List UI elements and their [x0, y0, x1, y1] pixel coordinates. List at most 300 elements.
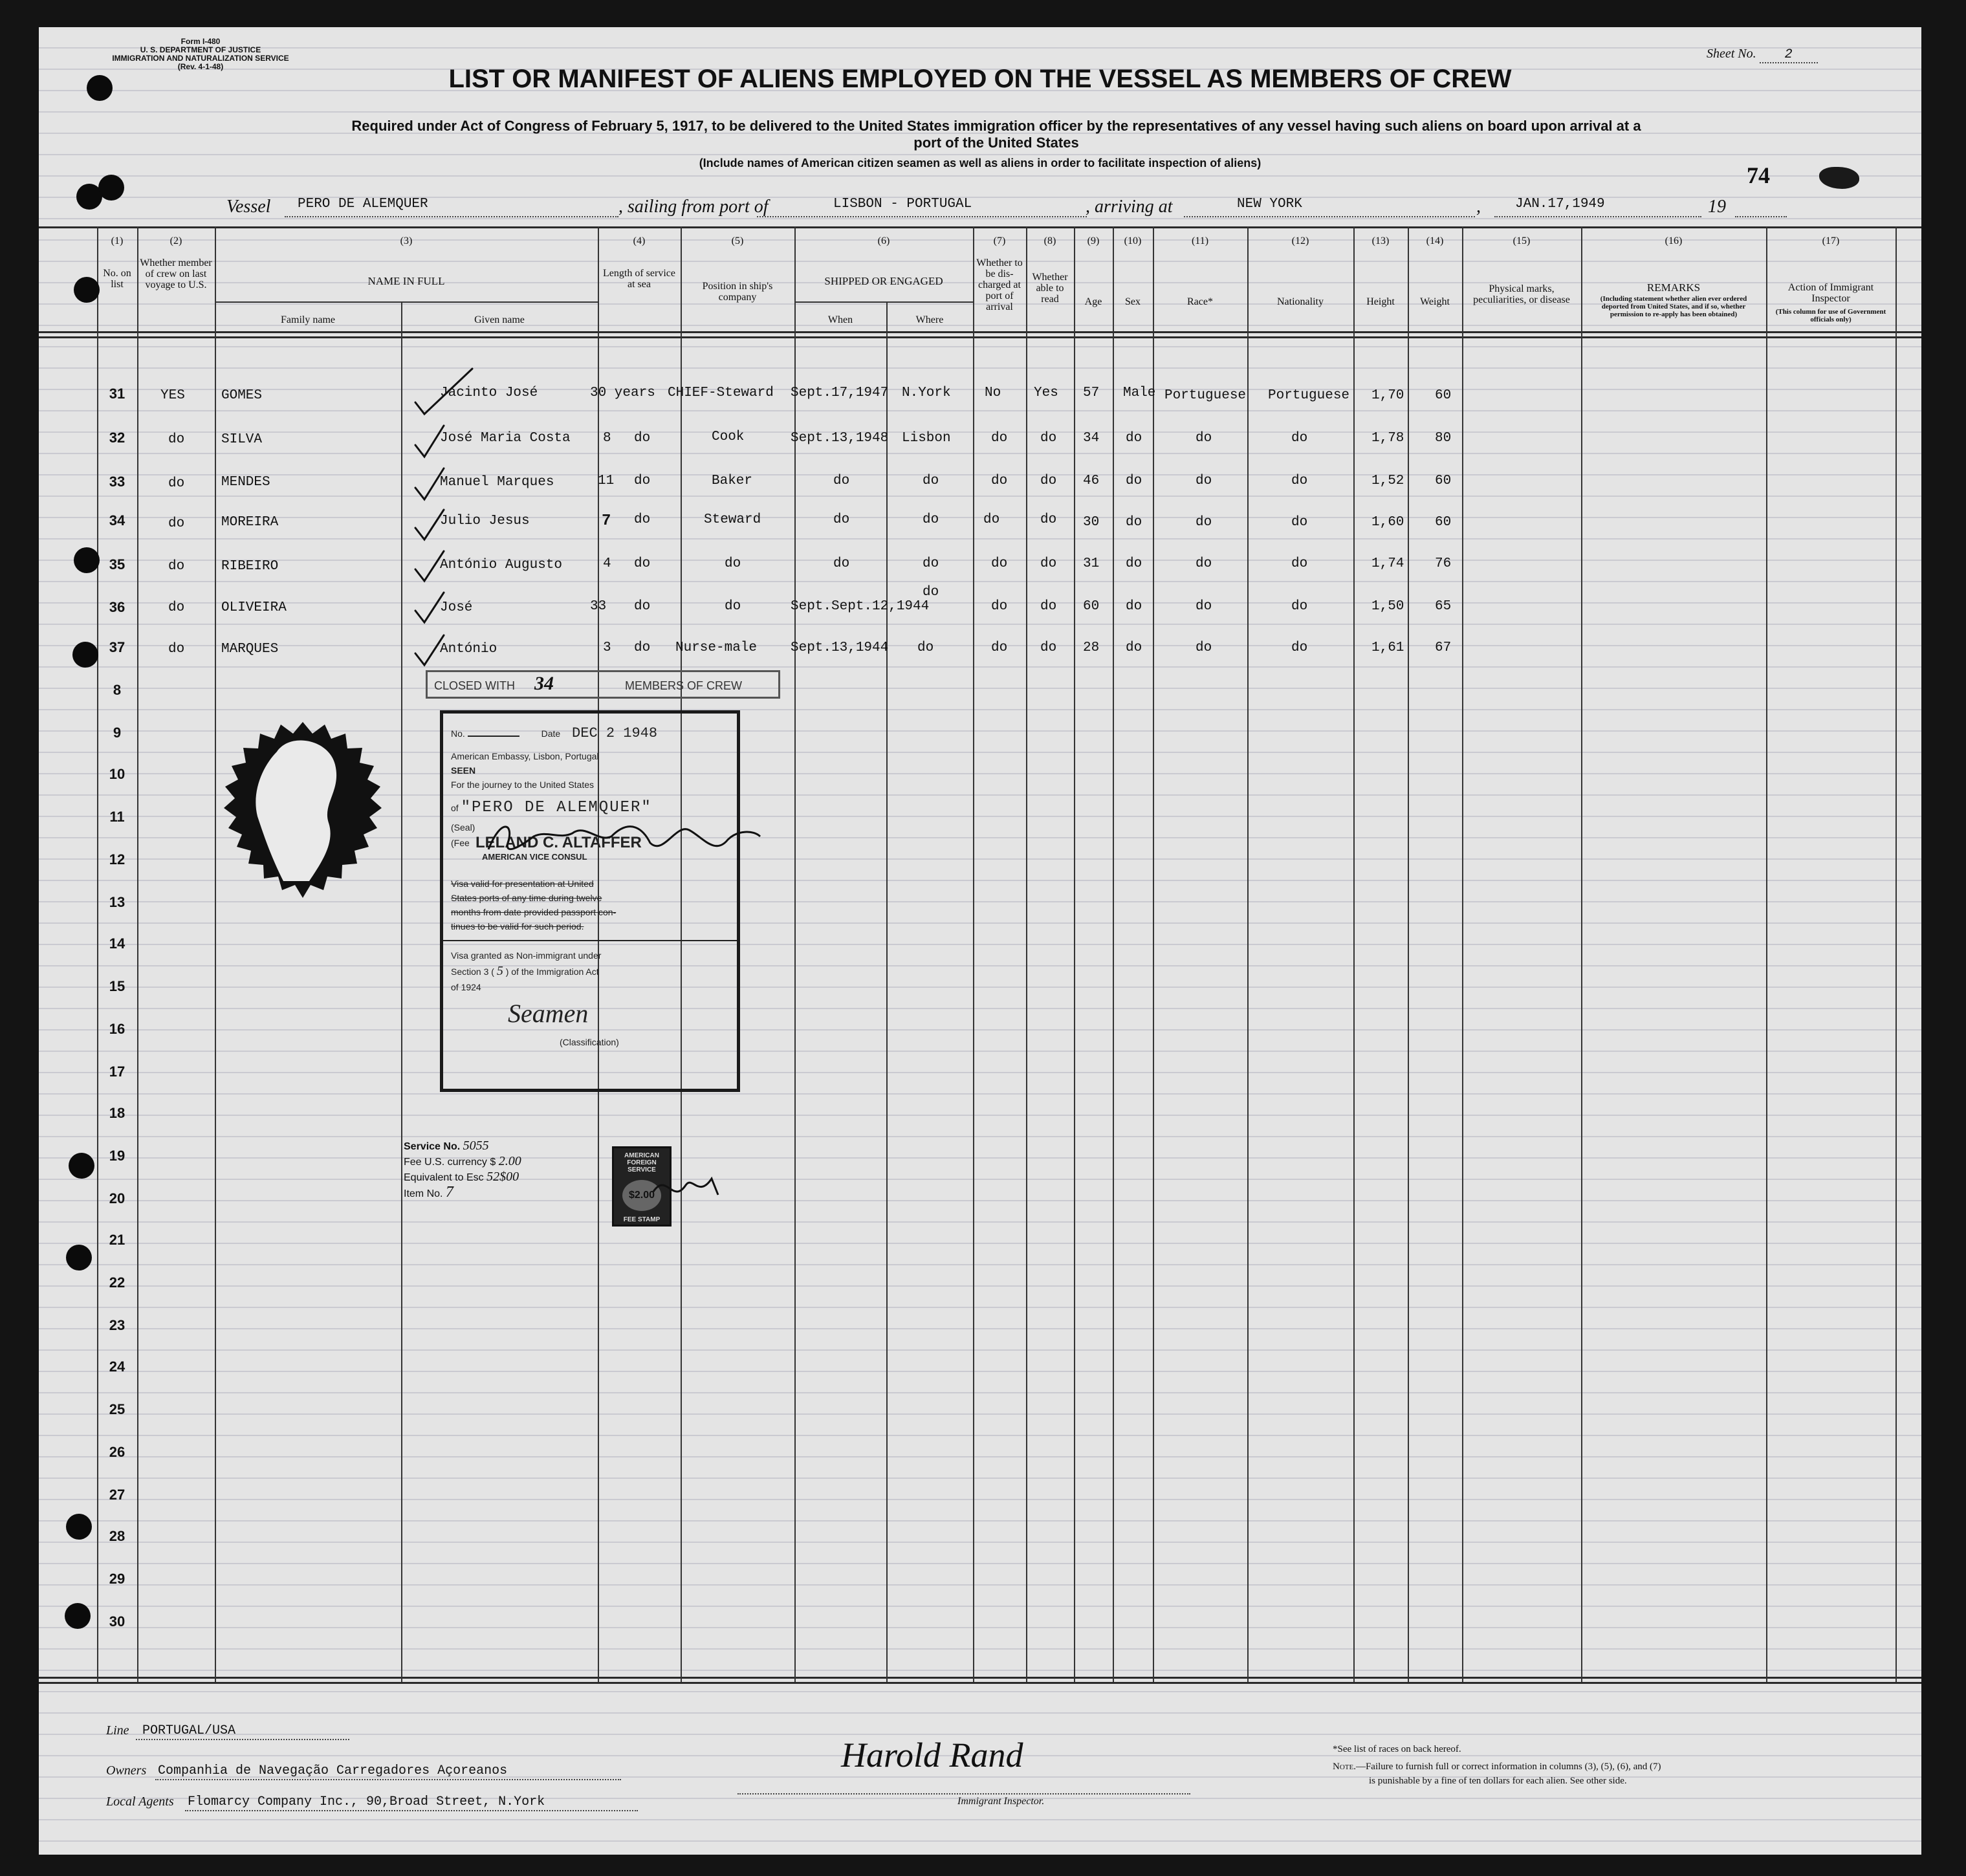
- visa-stamp-date-line: [451, 725, 729, 741]
- header-nationality: Nationality: [1277, 296, 1324, 307]
- cell-where: do: [923, 556, 939, 571]
- cell-race: do: [1196, 474, 1212, 488]
- service-item-line: [404, 1185, 521, 1201]
- cell-family-name: MOREIRA: [221, 515, 279, 530]
- cell-position: do: [725, 556, 741, 571]
- year-prefix: 19: [1708, 197, 1726, 217]
- visa-no-blank: [468, 736, 519, 737]
- cell-discharged: do: [991, 640, 1008, 655]
- visa-embassy: American Embassy, Lisbon, Portugal: [451, 751, 599, 761]
- punch-hole-icon: [74, 547, 100, 573]
- cell-when: do: [833, 474, 850, 488]
- visa-struck-text: [451, 877, 658, 933]
- subtitle-note: (Include names of American citizen seamen as well as aliens in order to facilitate inspection of aliens): [699, 157, 1262, 169]
- header-shipped-or-engaged: SHIPPED OR ENGAGED: [824, 275, 943, 287]
- visa-seal-label: (Seal): [451, 822, 475, 833]
- check-marks-icon: [408, 364, 485, 687]
- row-number: 36: [109, 599, 126, 615]
- arriving-label: , arriving at: [1086, 197, 1173, 217]
- cell-length: 11: [598, 474, 615, 488]
- cell-length-unit: do: [634, 640, 651, 655]
- cell-height: 1,70: [1371, 388, 1404, 403]
- header-sex: Sex: [1125, 296, 1141, 307]
- cell-weight: 80: [1435, 431, 1452, 446]
- cell-family-name: GOMES: [221, 388, 263, 403]
- cell-race: do: [1196, 640, 1212, 655]
- cell-family-name: OLIVEIRA: [221, 600, 287, 615]
- header-rule-1: [39, 331, 1921, 333]
- fee-stamp-bottom: FEE STAMP: [623, 1216, 661, 1223]
- subtitle-line-1: Required under Act of Congress of February 5, 1917, to be delivered to the United States immigration officer by the representatives of any vessel having such aliens on board upon arrival at a: [351, 118, 1641, 134]
- header-physical-marks: Physical marks, peculiarities, or disease: [1473, 283, 1570, 305]
- header-position: Position in ship's company: [702, 281, 773, 303]
- col-line: [1353, 226, 1355, 1682]
- cell-sex: do: [1126, 515, 1142, 530]
- row-number: 15: [109, 978, 126, 994]
- header-remarks-note: (Including statement whether alien ever ordered deported from United States, and if so, whether permission to re-apply has been obtained): [1600, 295, 1747, 318]
- header-family-name: Family name: [281, 314, 335, 325]
- note-block: [1333, 1760, 1661, 1788]
- row-number: 30: [109, 1613, 126, 1630]
- visa-struck-1: Visa valid for presentation at United: [451, 878, 594, 889]
- row-number: 34: [109, 512, 126, 529]
- cell-length: 8: [603, 431, 611, 446]
- col-number: (12): [1291, 235, 1309, 246]
- cell-last-voyage: do: [168, 600, 185, 615]
- header-action: Action of Immigrant Inspector: [1787, 282, 1874, 304]
- cell-length: 3: [603, 640, 611, 655]
- col-line: [1462, 226, 1463, 1682]
- col-line: [1247, 226, 1249, 1682]
- cell-race: do: [1196, 556, 1212, 571]
- visa-granted-2: [451, 963, 601, 979]
- col-line: [1113, 226, 1114, 1682]
- sailing-port: LISBON - PORTUGAL: [833, 197, 972, 212]
- header-discharged: Whether to be dis-charged at port of arrival: [976, 257, 1023, 312]
- visa-no-label: No.: [451, 728, 465, 739]
- manifest-sheet: [39, 27, 1921, 1855]
- row-number: 11: [109, 809, 125, 825]
- cell-where: Lisbon: [902, 431, 951, 446]
- cell-length-unit: do: [634, 556, 651, 571]
- service-equiv: 52$00: [486, 1170, 519, 1184]
- revision: (Rev. 4-1-48): [177, 62, 224, 71]
- row-number: 10: [109, 766, 126, 782]
- visa-struck-4: tinues to be valid for such period.: [451, 921, 584, 932]
- vessel-name: PERO DE ALEMQUER: [298, 197, 428, 212]
- visa-classification: Seamen: [508, 999, 589, 1028]
- visa-granted-num: 5: [496, 964, 503, 978]
- races-note: *See list of races on back hereof.: [1333, 1744, 1461, 1754]
- col-number: (16): [1665, 235, 1683, 246]
- cell-sex: Male: [1123, 386, 1156, 400]
- header-action-note: (This column for use of Government officials only): [1775, 308, 1886, 323]
- cell-position: Steward: [704, 512, 761, 527]
- cell-sex: do: [1126, 599, 1142, 614]
- fee-stamp-top: AMERICAN: [624, 1152, 659, 1159]
- visa-fee-label: (Fee: [451, 838, 470, 848]
- closed-count: 34: [534, 673, 554, 694]
- cell-age: 28: [1083, 640, 1100, 655]
- arriving-port: NEW YORK: [1237, 197, 1302, 212]
- row-number: 25: [109, 1401, 126, 1417]
- embassy-seal-icon: [180, 693, 426, 939]
- header-age: Age: [1084, 296, 1102, 307]
- port-underline: [757, 216, 1087, 217]
- cell-read: do: [1040, 512, 1057, 527]
- footer-owners-label: Owners: [106, 1763, 147, 1778]
- col-number: (3): [400, 235, 413, 246]
- header-name-in-full: NAME IN FULL: [367, 275, 445, 287]
- cell-length-unit: do: [634, 474, 651, 488]
- cell-where: N.York: [902, 386, 951, 400]
- footer-owners-underline: [155, 1779, 621, 1780]
- cell-last-voyage: YES: [160, 388, 185, 403]
- cell-position: do: [725, 599, 741, 614]
- col-line: [137, 226, 138, 1682]
- row-number: 37: [109, 639, 126, 655]
- header-given-name: Given name: [474, 314, 525, 325]
- col-line: [97, 226, 98, 1682]
- col-number: (8): [1043, 235, 1056, 246]
- visa-granted-text: [451, 948, 601, 995]
- date-comma: ,: [1476, 197, 1481, 217]
- col-number: (1): [111, 235, 124, 246]
- visa-granted-2-post: ) of the Immigration Act: [505, 966, 599, 977]
- cell-sex: do: [1126, 640, 1142, 655]
- cell-age: 57: [1083, 386, 1100, 400]
- closed-with-stamp: [426, 670, 780, 699]
- row-number: 16: [109, 1021, 126, 1037]
- page-title: LIST OR MANIFEST OF ALIENS EMPLOYED ON THE VESSEL AS MEMBERS OF CREW: [448, 65, 1512, 93]
- cell-where: do: [923, 585, 939, 600]
- col-number: (7): [993, 235, 1006, 246]
- cell-nationality: do: [1291, 515, 1308, 530]
- row-number: 14: [109, 935, 126, 952]
- punch-hole-icon: [72, 642, 98, 668]
- cell-height: 1,50: [1371, 599, 1404, 614]
- cell-read: do: [1040, 431, 1057, 446]
- cell-read: do: [1040, 640, 1057, 655]
- cell-given-name: António: [440, 642, 497, 657]
- header-able-to-read: Whether able to read: [1032, 272, 1068, 305]
- row-number: 13: [109, 894, 126, 910]
- visa-seen: SEEN: [451, 765, 476, 776]
- visa-struck-3: months from date provided passport con-: [451, 907, 617, 917]
- col-number: (13): [1371, 235, 1390, 246]
- cell-weight: 67: [1435, 640, 1452, 655]
- cell-race: do: [1196, 599, 1212, 614]
- cell-family-name: MARQUES: [221, 642, 279, 657]
- cell-age: 46: [1083, 474, 1100, 488]
- service-fee: 2.00: [498, 1154, 521, 1168]
- service-equiv-label: Equivalent to Esc: [404, 1172, 484, 1183]
- cell-height: 1,60: [1371, 515, 1404, 530]
- department: U. S. DEPARTMENT OF JUSTICE: [140, 45, 261, 54]
- shipped-subheader-rule: [794, 301, 973, 303]
- cell-given-name: José Maria Costa: [440, 431, 571, 446]
- punch-hole-icon: [65, 1603, 91, 1629]
- cell-when: Sept.Sept.12,1944: [791, 599, 930, 614]
- footer-line: PORTUGAL/USA: [142, 1723, 236, 1738]
- punch-hole-icon: [74, 277, 100, 303]
- cell-length-unit: do: [634, 512, 651, 527]
- sailing-label: , sailing from port of: [618, 197, 769, 217]
- row-number: 22: [109, 1274, 126, 1291]
- page-number: 74: [1747, 162, 1770, 188]
- header-no-on-list: No. on list: [103, 268, 131, 290]
- cell-length-unit: do: [634, 431, 651, 446]
- col-number: (14): [1426, 235, 1444, 246]
- footer-owners: Companhia de Navegação Carregadores Açoreanos: [158, 1763, 508, 1778]
- service-no-line: [404, 1139, 521, 1154]
- form-number: Form I-480: [180, 37, 221, 46]
- table-bottom-rule-2: [39, 1682, 1921, 1684]
- row-number: 17: [109, 1063, 126, 1080]
- cell-length: 7: [602, 512, 611, 530]
- cell-weight: 65: [1435, 599, 1452, 614]
- col-number: (15): [1513, 235, 1531, 246]
- cell-weight: 60: [1435, 515, 1452, 530]
- col-number: (6): [877, 235, 890, 246]
- cell-weight: 60: [1435, 388, 1452, 403]
- cell-when: do: [833, 556, 850, 571]
- row-number: 26: [109, 1444, 126, 1460]
- note-text-1: —Failure to furnish full or correct information in columns (3), (5), (6), and (7): [1355, 1761, 1661, 1772]
- inspector-underline: [737, 1793, 1190, 1794]
- cell-discharged: do: [991, 599, 1008, 614]
- cell-race: do: [1196, 515, 1212, 530]
- cell-race: do: [1196, 431, 1212, 446]
- cell-position: Nurse-male: [675, 640, 758, 655]
- service-no: 5055: [463, 1139, 489, 1153]
- footer-line-underline: [136, 1739, 349, 1740]
- col-number: (17): [1822, 235, 1840, 246]
- cell-length: 4: [603, 556, 611, 571]
- punch-hole-icon: [69, 1153, 94, 1179]
- cell-length-unit: do: [634, 599, 651, 614]
- arriving-underline: [1184, 216, 1475, 217]
- header-last-voyage: Whether member of crew on last voyage to U.S.: [140, 257, 212, 290]
- fee-cancel-mark-icon: [647, 1166, 725, 1211]
- row-number: 19: [109, 1148, 126, 1164]
- col-number: (2): [169, 235, 182, 246]
- cell-sex: do: [1126, 431, 1142, 446]
- visa-granted-3: of 1924: [451, 982, 481, 992]
- subtitle: [142, 118, 1850, 151]
- cell-given-name: Manuel Marques: [440, 475, 554, 490]
- visa-granted-2-pre: Section 3 (: [451, 966, 494, 977]
- cell-position: Baker: [712, 474, 753, 488]
- cell-discharged: do: [991, 556, 1008, 571]
- cell-height: 1,52: [1371, 474, 1404, 488]
- sheet-no-label: Sheet No.: [1707, 47, 1756, 61]
- table-bottom-rule-1: [39, 1677, 1921, 1679]
- cell-age: 30: [1083, 515, 1100, 530]
- footer-line-label: Line: [106, 1723, 129, 1738]
- cell-age: 34: [1083, 431, 1100, 446]
- inspector-signature: Harold Rand: [841, 1736, 1023, 1774]
- row-number: 12: [109, 851, 126, 867]
- cell-given-name: António Augusto: [440, 558, 563, 573]
- header-race: Race*: [1187, 296, 1213, 307]
- subtitle-line-2: port of the United States: [913, 135, 1079, 151]
- col-line: [1074, 226, 1075, 1682]
- cell-read: do: [1040, 599, 1057, 614]
- col-number: (10): [1124, 235, 1142, 246]
- cell-sex: do: [1126, 556, 1142, 571]
- row-number: 33: [109, 474, 126, 490]
- service-no-label: Service No.: [404, 1141, 461, 1152]
- col-line: [215, 226, 216, 1682]
- note-line-1: [1333, 1760, 1661, 1774]
- cell-given-name: José: [440, 600, 473, 615]
- cell-age: 60: [1083, 599, 1100, 614]
- cell-length: 30 years: [590, 386, 655, 400]
- cell-read: do: [1040, 474, 1057, 488]
- visa-of-label: of: [451, 803, 459, 813]
- cell-height: 1,78: [1371, 431, 1404, 446]
- vessel-label: Vessel: [226, 197, 271, 217]
- col-line: [1153, 226, 1154, 1682]
- col-number: (11): [1191, 235, 1209, 246]
- row-number: 24: [109, 1358, 126, 1375]
- cell-race: Portuguese: [1164, 388, 1247, 403]
- cell-height: 1,61: [1371, 640, 1404, 655]
- row-number: 9: [113, 725, 122, 741]
- row-number: 23: [109, 1317, 126, 1333]
- cell-height: 1,74: [1371, 556, 1404, 571]
- punch-hole-icon: [98, 175, 124, 201]
- note-label: Note.: [1333, 1761, 1356, 1772]
- cell-when: Sept.13,1944: [791, 640, 889, 655]
- cell-when: Sept.17,1947: [791, 386, 889, 400]
- punch-hole-icon: [66, 1514, 92, 1540]
- vessel-underline: [285, 216, 618, 217]
- cell-position: Cook: [712, 430, 745, 444]
- cell-last-voyage: do: [168, 476, 185, 491]
- cell-when: do: [833, 512, 850, 527]
- visa-consul-name: LELAND C. ALTAFFER: [475, 834, 642, 851]
- header-length-of-service: Length of service at sea: [603, 268, 675, 290]
- service-item-label: Item No.: [404, 1188, 443, 1199]
- row-number: 8: [113, 682, 122, 698]
- header-when: When: [827, 314, 853, 325]
- cell-family-name: SILVA: [221, 432, 263, 447]
- cell-given-name: Julio Jesus: [440, 514, 530, 529]
- col-number: (5): [731, 235, 744, 246]
- col-number: (4): [633, 235, 646, 246]
- cell-nationality: do: [1291, 599, 1308, 614]
- visa-date-label: Date: [541, 728, 561, 739]
- date-underline: [1494, 216, 1701, 217]
- col-line: [1408, 226, 1409, 1682]
- col-line: [886, 301, 888, 1682]
- cell-last-voyage: do: [168, 432, 185, 447]
- punch-hole-icon: [87, 75, 113, 101]
- header-rule-2: [39, 336, 1921, 338]
- cell-read: Yes: [1034, 386, 1058, 400]
- service: IMMIGRATION AND NATURALIZATION SERVICE: [112, 54, 289, 63]
- footer-agents-label: Local Agents: [106, 1794, 174, 1809]
- visa-vessel: "PERO DE ALEMQUER": [461, 799, 652, 816]
- header-height: Height: [1366, 296, 1395, 307]
- cell-nationality: do: [1291, 556, 1308, 571]
- cell-where: do: [923, 474, 939, 488]
- cell-where: do: [917, 640, 934, 655]
- ink-blot: [1819, 167, 1859, 189]
- cell-read: do: [1040, 556, 1057, 571]
- visa-stamp: [440, 710, 740, 1092]
- cell-discharged: do: [983, 512, 1000, 527]
- visa-granted-1: Visa granted as Non-immigrant under: [451, 950, 602, 961]
- col-line: [401, 301, 402, 1682]
- header-weight: Weight: [1420, 296, 1450, 307]
- cell-last-voyage: do: [168, 516, 185, 531]
- col-line: [973, 226, 974, 1682]
- cell-sex: do: [1126, 474, 1142, 488]
- service-item: 7: [445, 1184, 453, 1201]
- service-equiv-line: [404, 1170, 521, 1185]
- row-number: 28: [109, 1528, 126, 1544]
- cell-when: Sept.13,1948: [791, 431, 889, 446]
- closed-suffix: MEMBERS OF CREW: [625, 679, 743, 692]
- cell-family-name: MENDES: [221, 475, 270, 490]
- sheet-no: [1707, 47, 1818, 63]
- cell-nationality: do: [1291, 431, 1308, 446]
- row-number: 29: [109, 1571, 126, 1587]
- cell-nationality: Portuguese: [1268, 388, 1350, 403]
- row-number: 20: [109, 1190, 126, 1206]
- visa-class-label: (Classification): [560, 1037, 619, 1047]
- row-number: 18: [109, 1105, 126, 1121]
- cell-last-voyage: do: [168, 559, 185, 574]
- cell-family-name: RIBEIRO: [221, 559, 279, 574]
- row-number: 35: [109, 556, 126, 573]
- footer-agents-underline: [185, 1810, 638, 1811]
- cell-length: 33: [590, 599, 607, 614]
- cell-weight: 60: [1435, 474, 1452, 488]
- consul-signature-icon: [482, 811, 767, 869]
- service-fee-label: Fee U.S. currency $: [404, 1157, 496, 1168]
- cell-nationality: do: [1291, 474, 1308, 488]
- visa-struck-2: States ports of any time during twelve: [451, 893, 602, 903]
- punch-hole-icon: [66, 1245, 92, 1271]
- cell-discharged: do: [991, 431, 1008, 446]
- fee-stamp-value: $2.00: [622, 1180, 661, 1211]
- header-remarks: REMARKS: [1646, 281, 1701, 294]
- col-line: [1895, 226, 1897, 1682]
- header-where: Where: [915, 314, 944, 325]
- visa-divider: [443, 940, 737, 941]
- row-number: 31: [109, 386, 126, 402]
- visa-journey: For the journey to the United States: [451, 780, 595, 790]
- col-line: [1581, 226, 1582, 1682]
- cell-weight: 76: [1435, 556, 1452, 571]
- visa-consul-title: AMERICAN VICE CONSUL: [482, 852, 587, 862]
- col-line: [1026, 226, 1027, 1682]
- row-number: 21: [109, 1232, 126, 1248]
- footer-agents: Flomarcy Company Inc., 90,Broad Street, N.York: [188, 1794, 545, 1809]
- cell-position: CHIEF-Steward: [668, 386, 774, 400]
- service-block: [404, 1139, 521, 1201]
- sheet-no-value: 2: [1760, 47, 1818, 63]
- closed-prefix: CLOSED WITH: [434, 679, 516, 692]
- cell-age: 31: [1083, 556, 1100, 571]
- year-underline: [1735, 216, 1787, 217]
- cell-given-name: Jacinto José: [440, 386, 538, 400]
- cell-where: do: [923, 512, 939, 527]
